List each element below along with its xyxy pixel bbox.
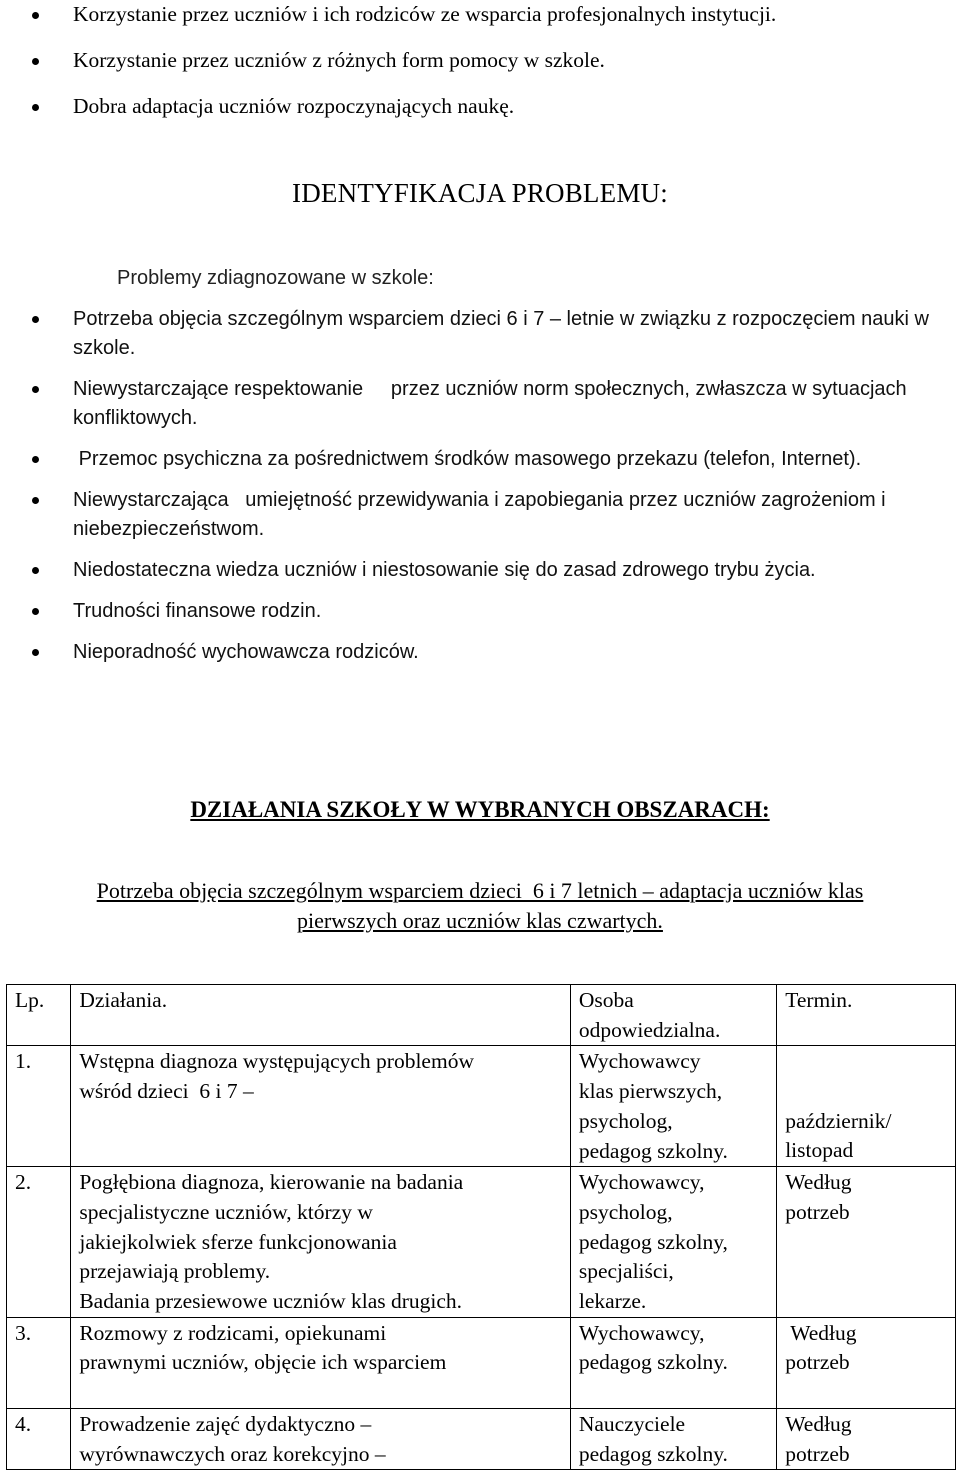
cell-action: Prowadzenie zajęć dydaktyczno – wyrównawczych oraz korekcyjno – bbox=[71, 1408, 571, 1469]
table-header-row bbox=[7, 985, 956, 1046]
header-responsible: Osoba odpowiedzialna. bbox=[570, 985, 776, 1046]
cell-deadline: Według potrzeb bbox=[777, 1408, 956, 1469]
section-subtitle-support-need: Potrzeba objęcia szczególnym wsparciem dzieci 6 i 7 letnich – adaptacja uczniów klas pierwszych oraz uczniów klas czwartych. bbox=[96, 878, 864, 933]
cell-responsible: Nauczyciele pedagog szkolny. bbox=[570, 1408, 776, 1469]
cell-lp: 2. bbox=[7, 1167, 71, 1318]
action-plan-table bbox=[6, 984, 956, 1470]
cell-deadline: Według potrzeb bbox=[777, 1167, 956, 1318]
list-item: Trudności finansowe rodzin. bbox=[0, 597, 960, 626]
table-row bbox=[7, 1408, 956, 1469]
list-item: Niewystarczające respektowanie przez uczniów norm społecznych, zwłaszcza w sytuacjach konfliktowych. bbox=[0, 375, 960, 433]
header-action: Działania. bbox=[71, 985, 571, 1046]
table-row bbox=[7, 1317, 956, 1408]
cell-action: Rozmowy z rodzicami, opiekunami prawnymi uczniów, objęcie ich wsparciem bbox=[71, 1317, 571, 1408]
bullet-icon bbox=[32, 12, 39, 19]
list-item: Przemoc psychiczna za pośrednictwem środków masowego przekazu (telefon, Internet). bbox=[0, 445, 960, 474]
list-item: Korzystanie przez uczniów i ich rodziców ze wsparcia profesjonalnych instytucji. bbox=[0, 0, 960, 46]
table-row bbox=[7, 1046, 956, 1167]
bullet-icon bbox=[32, 104, 39, 111]
top-bullet-list bbox=[0, 0, 960, 138]
cell-lp: 3. bbox=[7, 1317, 71, 1408]
bullet-icon bbox=[32, 649, 39, 656]
list-item: Niewystarczająca umiejętność przewidywania i zapobiegania przez uczniów zagrożeniom i niebezpieczeństwom. bbox=[0, 486, 960, 544]
bullet-icon bbox=[32, 456, 39, 463]
bullet-icon bbox=[32, 386, 39, 393]
list-item: Potrzeba objęcia szczególnym wsparciem dzieci 6 i 7 – letnie w związku z rozpoczęciem nauki w szkole. bbox=[0, 305, 960, 363]
list-item: Dobra adaptacja uczniów rozpoczynających naukę. bbox=[0, 92, 960, 138]
list-item: Niedostateczna wiedza uczniów i niestosowanie się do zasad zdrowego trybu życia. bbox=[0, 556, 960, 585]
cell-responsible: Wychowawcy, pedagog szkolny. bbox=[570, 1317, 776, 1408]
section-title-identification: IDENTYFIKACJA PROBLEMU: bbox=[292, 178, 668, 208]
bullet-icon bbox=[32, 608, 39, 615]
bullet-icon bbox=[32, 58, 39, 65]
list-item: Nieporadność wychowawcza rodziców. bbox=[0, 638, 960, 667]
cell-lp: 1. bbox=[7, 1046, 71, 1167]
header-lp: Lp. bbox=[7, 985, 71, 1046]
bullet-icon bbox=[32, 316, 39, 323]
table-row bbox=[7, 1167, 956, 1318]
cell-responsible: Wychowawcy klas pierwszych, psycholog, pedagog szkolny. bbox=[570, 1046, 776, 1167]
cell-responsible: Wychowawcy, psycholog, pedagog szkolny, specjaliści, lekarze. bbox=[570, 1167, 776, 1318]
list-item: Korzystanie przez uczniów z różnych form pomocy w szkole. bbox=[0, 46, 960, 92]
cell-deadline: Według potrzeb bbox=[777, 1317, 956, 1408]
bullet-icon bbox=[32, 497, 39, 504]
cell-lp: 4. bbox=[7, 1408, 71, 1469]
section-title-school-actions: DZIAŁANIA SZKOŁY W WYBRANYCH OBSZARACH: bbox=[190, 797, 770, 822]
problem-list bbox=[0, 305, 960, 679]
cell-action: Pogłębiona diagnoza, kierowanie na badania specjalistyczne uczniów, którzy w jakiejkolwiek sferze funkcjonowania przejawiają problemy. Badania przesiewowe uczniów klas drugich. bbox=[71, 1167, 571, 1318]
bullet-icon bbox=[32, 567, 39, 574]
cell-action: Wstępna diagnoza występujących problemów wśród dzieci 6 i 7 – bbox=[71, 1046, 571, 1167]
header-deadline: Termin. bbox=[777, 985, 956, 1046]
cell-deadline: październik/ listopad bbox=[777, 1046, 956, 1167]
section-subtitle-problems: Problemy zdiagnozowane w szkole: bbox=[117, 267, 434, 289]
